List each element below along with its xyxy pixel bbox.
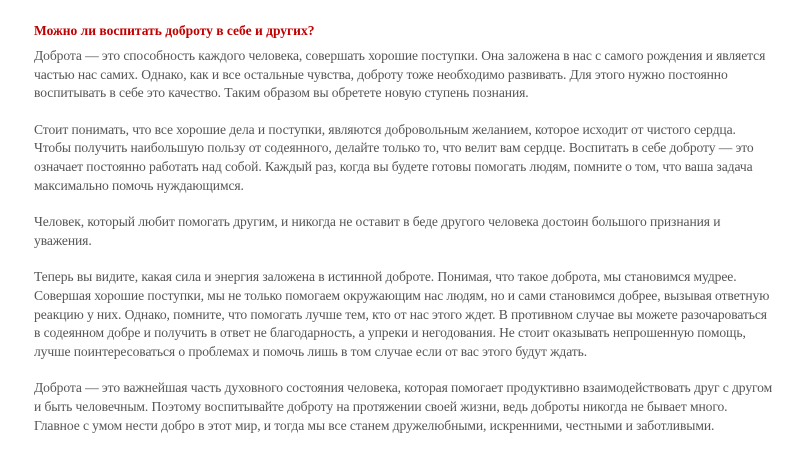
paragraph-3: Человек, который любит помогать другим, и никогда не оставит в беде другого человека достоин большого признания и уважения. bbox=[34, 214, 721, 248]
document-title: Можно ли воспитать доброту в себе и других? bbox=[34, 23, 315, 38]
document-page bbox=[34, 22, 774, 453]
paragraph-2: Стоит понимать, что все хорошие дела и поступки, являются добровольным желанием, которое исходит от чистого сердца. Чтобы получить наибольшую пользу от содеянного, делайте только то, что велит вам сердце. Воспитать в себе доброту — это означает постоянно работать над собой. Каждый раз, когда вы будете готовы помогать людям, помните о том, что ваша задача максимально помочь нуждающимся. bbox=[34, 121, 754, 193]
paragraph-4: Теперь вы видите, какая сила и энергия заложена в истинной доброте. Понимая, что такое доброта, мы становимся мудрее. Совершая хорошие поступки, мы не только помогаем окружающим нас людям, но и сами становимся добрее, вызывая ответную реакцию у них. Однако, помните, что помогать лучше тем, кто от нас этого ждет. В противном случае вы можете разочароваться в содеянном добре и получить в ответ не благодарность, а упреки и негодования. Не стоит оказывать непрошенную помощь, лучше поинтересоваться о проблемах и помочь лишь в том случае если от вас этого будут ждать. bbox=[34, 269, 770, 359]
paragraph-1: Доброта — это способность каждого человека, совершать хорошие поступки. Она заложена в нас с самого рождения и является частью нас самих. Однако, как и все остальные чувства, доброту тоже необходимо развивать. Для этого нужно постоянно воспитывать в себе это качество. Таким образом вы обретете новую ступень познания. bbox=[34, 48, 766, 101]
paragraph-5: Доброта — это важнейшая часть духовного состояния человека, которая помогает продуктивно взаимодействовать друг с другом и быть человечным. Поэтому воспитывайте доброту на протяжении своей жизни, ведь доброты никогда не бывает много. Главное с умом нести добро в этот мир, и тогда мы все станем дружелюбными, искренними, честными и заботливыми. bbox=[34, 380, 773, 433]
